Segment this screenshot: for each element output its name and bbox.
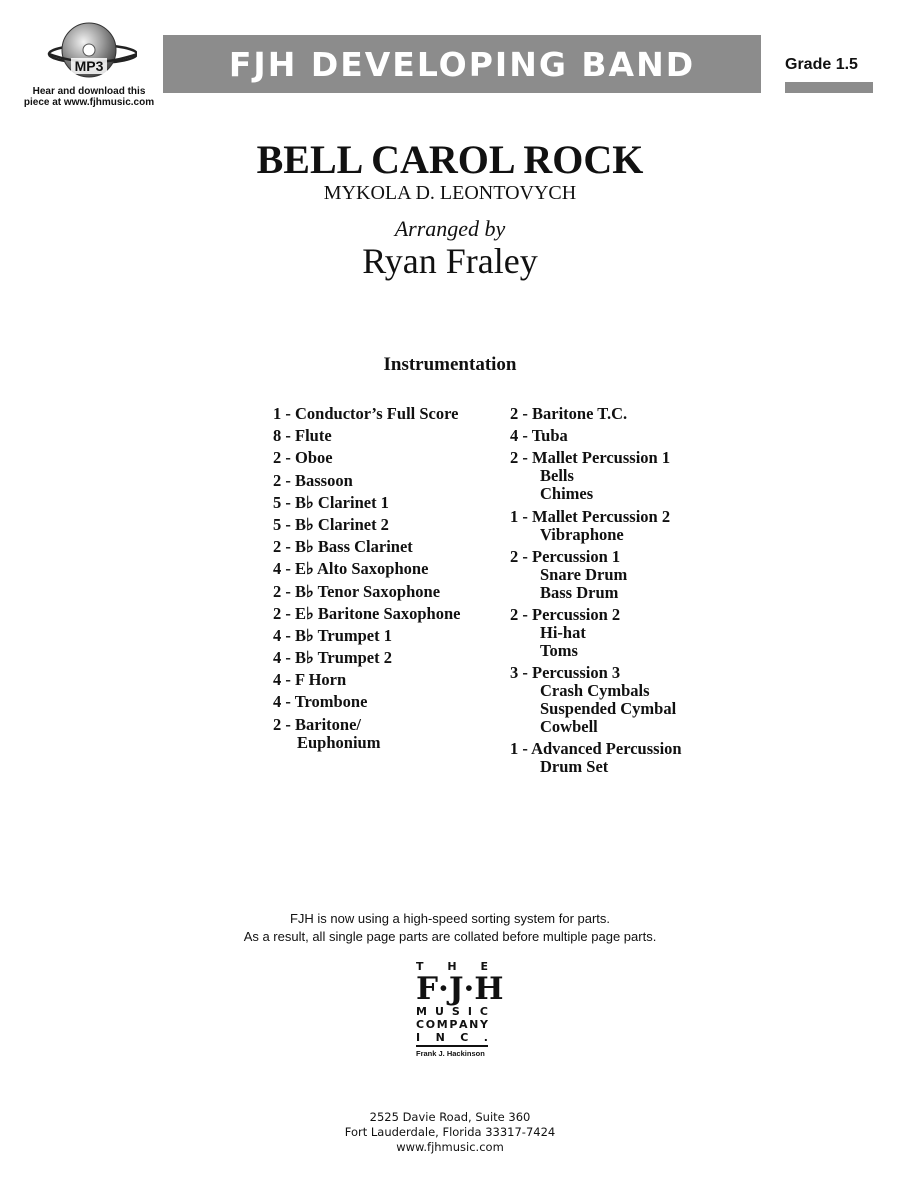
instrument-sub-label: Bass Drum xyxy=(540,582,619,602)
logo-letter: H xyxy=(447,960,457,973)
instrument-label: 2 - Baritone T.C. xyxy=(510,404,628,423)
instrument-entry xyxy=(273,649,503,667)
logo-letter: M xyxy=(436,1018,448,1031)
instrument-label: 2 - B♭ Bass Clarinet xyxy=(273,537,413,557)
instrument-entry xyxy=(510,548,770,602)
instrument-entry xyxy=(273,494,503,512)
logo-letter: T xyxy=(416,960,424,973)
logo-letter: Y xyxy=(480,1018,488,1031)
logo-letter: H xyxy=(474,971,504,1007)
instrument-label: 2 - Bassoon xyxy=(273,470,353,490)
mp3-label: MP3 xyxy=(74,58,104,74)
instrument-entry xyxy=(273,627,503,645)
instrument-label: 2 - Percussion 2 xyxy=(510,604,621,624)
arranger-name: Ryan Fraley xyxy=(362,241,538,281)
logo-letter: E xyxy=(480,960,488,973)
logo-signature: Frank J. Hackinson xyxy=(416,1049,485,1058)
piece-title: BELL CAROL ROCK xyxy=(256,137,644,182)
instrument-label: 4 - F Horn xyxy=(273,670,347,690)
fjh-logo xyxy=(416,960,504,1066)
instrument-entry xyxy=(273,560,503,578)
mp3-caption-line1: Hear and download this xyxy=(32,86,146,97)
series-banner xyxy=(163,35,761,93)
logo-letter: S xyxy=(451,1005,460,1018)
series-title: FJH DEVELOPING BAND xyxy=(228,44,696,84)
instrument-entry xyxy=(273,427,503,445)
instrument-list-right xyxy=(510,405,770,781)
logo-letter: · xyxy=(463,971,475,1007)
instrument-label: 1 - Advanced Percussion xyxy=(510,739,682,759)
instrument-entry xyxy=(273,449,503,467)
logo-letter: C xyxy=(460,1031,469,1044)
mp3-caption-line2: piece at www.fjhmusic.com xyxy=(23,97,155,108)
instrument-label: 1 - Mallet Percussion 2 xyxy=(510,506,671,526)
arranged-by-label: Arranged by xyxy=(394,216,506,241)
logo-letter: U xyxy=(434,1005,444,1018)
instrument-label: 2 - Percussion 1 xyxy=(510,546,621,566)
instrument-entry xyxy=(273,671,503,689)
address-website: www.fjhmusic.com xyxy=(396,1140,504,1154)
instrumentation-heading: Instrumentation xyxy=(383,354,517,375)
logo-letter: F xyxy=(416,971,439,1007)
instrument-sub-label: Drum Set xyxy=(540,757,609,777)
instrument-entry xyxy=(510,740,770,776)
instrument-sub-label: Toms xyxy=(540,640,578,660)
logo-letter: O xyxy=(425,1018,436,1031)
logo-letter: C xyxy=(416,1018,425,1031)
instrument-entry xyxy=(273,583,503,601)
address-line1: 2525 Davie Road, Suite 360 xyxy=(369,1110,531,1124)
instrument-sub-label: Snare Drum xyxy=(540,564,628,584)
logo-letter: C xyxy=(479,1005,488,1018)
grade-label: Grade 1.5 xyxy=(785,56,858,73)
instrument-label: 2 - Oboe xyxy=(273,448,333,468)
instrument-sub-label: Chimes xyxy=(540,484,594,504)
instrument-entry xyxy=(510,664,770,736)
instrument-sub-label: Hi-hat xyxy=(540,622,586,642)
logo-fjh xyxy=(416,971,504,1007)
logo-row-inc xyxy=(416,1031,488,1044)
instrument-label: 2 - Mallet Percussion 1 xyxy=(510,448,671,468)
logo-letter: N xyxy=(435,1031,445,1044)
instrument-entry xyxy=(510,606,770,660)
instrument-entry xyxy=(510,508,770,544)
mp3-disc-icon xyxy=(45,20,137,92)
logo-letter: P xyxy=(449,1018,458,1031)
instrument-sub-label: Suspended Cymbal xyxy=(540,699,677,719)
instrument-entry xyxy=(273,516,503,534)
instrument-label: 4 - Trombone xyxy=(273,692,368,712)
instrument-sub-label: Vibraphone xyxy=(540,524,624,544)
instrument-entry xyxy=(273,538,503,556)
instrument-label: 4 - B♭ Trumpet 1 xyxy=(273,625,393,645)
instrument-label: 2 - B♭ Tenor Saxophone xyxy=(273,581,441,601)
instrument-sub-label: Euphonium xyxy=(297,732,381,752)
instrument-label: 4 - E♭ Alto Saxophone xyxy=(273,559,429,579)
logo-letter: M xyxy=(416,1005,427,1018)
instrument-entry xyxy=(510,449,770,503)
instrument-sub-label: Bells xyxy=(540,466,574,486)
logo-letter: I xyxy=(467,1005,472,1018)
address-line2: Fort Lauderdale, Florida 33317-7424 xyxy=(344,1125,556,1139)
instrument-label: 1 - Conductor’s Full Score xyxy=(273,404,459,423)
logo-letter: N xyxy=(469,1018,479,1031)
logo-letter: . xyxy=(483,1031,488,1044)
sorting-note xyxy=(0,910,900,946)
instrument-entry xyxy=(273,693,503,711)
instrument-entry xyxy=(273,472,503,490)
logo-letter: J xyxy=(448,971,464,1007)
grade-rule xyxy=(785,82,873,93)
logo-letter: I xyxy=(416,1031,421,1044)
instrument-entry xyxy=(273,605,503,623)
instrument-entry xyxy=(510,427,770,445)
instrument-label: 3 - Percussion 3 xyxy=(510,663,621,683)
instrument-label: 2 - Baritone/ xyxy=(273,714,361,734)
instrument-label: 2 - E♭ Baritone Saxophone xyxy=(273,603,461,623)
instrument-label: 5 - B♭ Clarinet 2 xyxy=(273,514,389,534)
instrument-entry xyxy=(273,405,503,423)
instrument-label: 4 - B♭ Trumpet 2 xyxy=(273,648,393,668)
sorting-note-line2: As a result, all single page parts are collated before multiple page parts. xyxy=(243,929,657,944)
logo-letter: A xyxy=(459,1018,468,1031)
instrument-list-left xyxy=(273,405,503,756)
logo-row-company xyxy=(416,1018,488,1031)
instrument-sub-label: Crash Cymbals xyxy=(540,681,650,701)
instrument-sub-label: Cowbell xyxy=(540,717,598,737)
logo-letter: · xyxy=(438,971,449,1007)
instrument-entry xyxy=(273,716,503,752)
publisher-address xyxy=(0,1110,900,1155)
logo-rule xyxy=(416,1045,488,1047)
instrument-label: 4 - Tuba xyxy=(510,426,568,446)
mp3-caption xyxy=(14,86,164,108)
sorting-note-line1: FJH is now using a high-speed sorting system for parts. xyxy=(289,911,611,926)
instrument-label: 5 - B♭ Clarinet 1 xyxy=(273,492,389,512)
instrument-entry xyxy=(510,405,770,423)
instrument-label: 8 - Flute xyxy=(273,426,332,446)
composer-name: MYKOLA D. LEONTOVYCH xyxy=(323,182,577,204)
